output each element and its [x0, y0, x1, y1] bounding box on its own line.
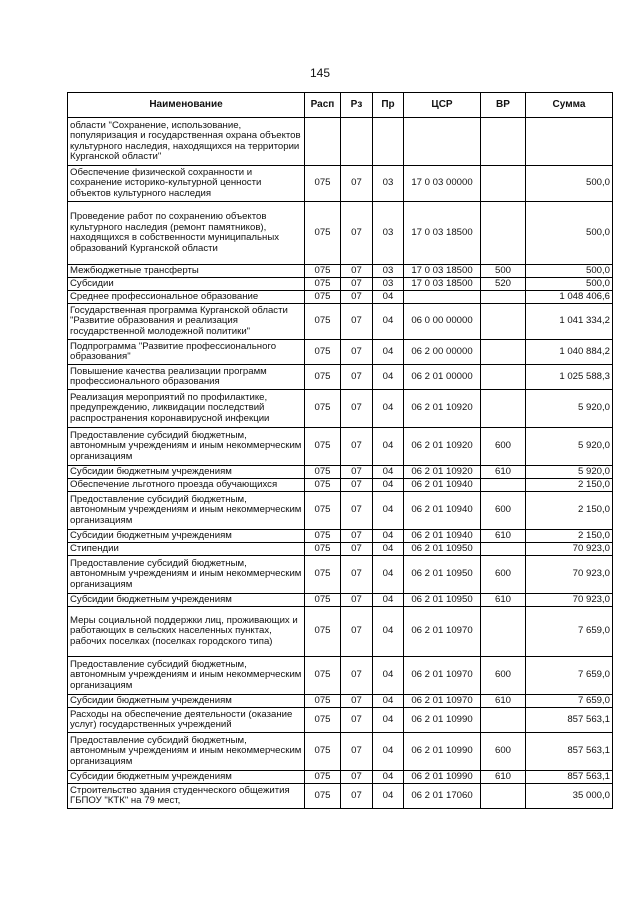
table-body: [68, 118, 613, 809]
col-header-rasp: Расп: [305, 93, 341, 118]
cell-pr: 04: [373, 708, 404, 733]
cell-sum: 1 040 884,2: [526, 340, 613, 365]
cell-csr: 06 2 01 10990: [404, 708, 481, 733]
cell-csr: 06 2 01 10970: [404, 695, 481, 708]
cell-rz: 07: [341, 771, 373, 784]
col-header-vr: ВР: [481, 93, 526, 118]
cell-pr: 04: [373, 340, 404, 365]
table-row: [68, 466, 613, 479]
cell-pr: 04: [373, 733, 404, 771]
cell-sum: 70 923,0: [526, 594, 613, 607]
cell-vr: 600: [481, 556, 526, 594]
cell-name: Предоставление субсидий бюджетным, автономным учреждениям и иным некоммерческим организациям: [68, 492, 305, 530]
col-header-pr: Пр: [373, 93, 404, 118]
cell-sum: 1 025 588,3: [526, 365, 613, 390]
cell-rasp: 075: [305, 479, 341, 492]
cell-rz: 07: [341, 365, 373, 390]
cell-rasp: 075: [305, 733, 341, 771]
cell-rz: 07: [341, 708, 373, 733]
cell-rasp: 075: [305, 708, 341, 733]
table-row: [68, 657, 613, 695]
cell-sum: 5 920,0: [526, 466, 613, 479]
cell-csr: [404, 291, 481, 304]
cell-name: Предоставление субсидий бюджетным, автономным учреждениям и иным некоммерческим организациям: [68, 428, 305, 466]
table-row: [68, 543, 613, 556]
cell-csr: 06 2 01 10940: [404, 492, 481, 530]
cell-rasp: 075: [305, 594, 341, 607]
table-row: [68, 166, 613, 202]
cell-sum: 1 041 334,2: [526, 304, 613, 340]
cell-name: Субсидии бюджетным учреждениям: [68, 771, 305, 784]
cell-name: Субсидии: [68, 278, 305, 291]
table-row: [68, 340, 613, 365]
cell-rz: 07: [341, 278, 373, 291]
cell-pr: 04: [373, 479, 404, 492]
cell-rz: 07: [341, 733, 373, 771]
cell-rz: 07: [341, 492, 373, 530]
cell-csr: 06 2 00 00000: [404, 340, 481, 365]
table-row: [68, 118, 613, 166]
cell-rz: 07: [341, 202, 373, 265]
table-row: [68, 708, 613, 733]
table-row: [68, 530, 613, 543]
cell-vr: [481, 166, 526, 202]
cell-name: Предоставление субсидий бюджетным, автономным учреждениям и иным некоммерческим организациям: [68, 556, 305, 594]
cell-pr: 04: [373, 771, 404, 784]
cell-pr: 04: [373, 695, 404, 708]
table-row: [68, 492, 613, 530]
col-header-csr: ЦСР: [404, 93, 481, 118]
cell-rz: 07: [341, 530, 373, 543]
cell-vr: 500: [481, 265, 526, 278]
cell-rz: 07: [341, 784, 373, 809]
cell-sum: 1 048 406,6: [526, 291, 613, 304]
cell-pr: 04: [373, 492, 404, 530]
cell-name: Государственная программа Курганской области "Развитие образования и реализация государственной молодежной политики": [68, 304, 305, 340]
cell-name: Реализация мероприятий по профилактике, предупреждению, ликвидации последствий распространения коронавирусной инфекции: [68, 390, 305, 428]
cell-csr: 06 2 01 10940: [404, 479, 481, 492]
cell-pr: 04: [373, 607, 404, 657]
cell-pr: 03: [373, 265, 404, 278]
cell-csr: 06 2 01 10920: [404, 466, 481, 479]
cell-rz: 07: [341, 695, 373, 708]
cell-rasp: 075: [305, 695, 341, 708]
cell-csr: 06 2 01 10940: [404, 530, 481, 543]
cell-rz: 07: [341, 479, 373, 492]
cell-sum: 7 659,0: [526, 657, 613, 695]
cell-rasp: 075: [305, 202, 341, 265]
cell-rasp: 075: [305, 543, 341, 556]
cell-rz: [341, 118, 373, 166]
cell-name: Расходы на обеспечение деятельности (оказание услуг) государственных учреждений: [68, 708, 305, 733]
cell-vr: [481, 784, 526, 809]
cell-pr: 04: [373, 543, 404, 556]
cell-csr: 06 2 01 10990: [404, 733, 481, 771]
cell-vr: [481, 118, 526, 166]
table-row: [68, 265, 613, 278]
table-row: [68, 304, 613, 340]
cell-vr: 610: [481, 530, 526, 543]
cell-rz: 07: [341, 556, 373, 594]
cell-rasp: 075: [305, 607, 341, 657]
cell-rz: 07: [341, 543, 373, 556]
cell-csr: 06 2 01 17060: [404, 784, 481, 809]
cell-rasp: 075: [305, 657, 341, 695]
cell-rz: 07: [341, 594, 373, 607]
cell-name: Субсидии бюджетным учреждениям: [68, 695, 305, 708]
table-header-row: [68, 93, 613, 118]
cell-sum: 500,0: [526, 202, 613, 265]
cell-sum: 35 000,0: [526, 784, 613, 809]
cell-rasp: 075: [305, 428, 341, 466]
cell-pr: [373, 118, 404, 166]
cell-csr: 06 2 01 10950: [404, 543, 481, 556]
table-row: [68, 390, 613, 428]
table-row: [68, 695, 613, 708]
cell-vr: [481, 304, 526, 340]
cell-pr: 04: [373, 556, 404, 594]
cell-sum: [526, 118, 613, 166]
col-header-name: Наименование: [68, 93, 305, 118]
cell-sum: 500,0: [526, 278, 613, 291]
cell-vr: 610: [481, 466, 526, 479]
cell-pr: 04: [373, 594, 404, 607]
cell-sum: 857 563,1: [526, 733, 613, 771]
cell-rz: 07: [341, 166, 373, 202]
table-row: [68, 784, 613, 809]
cell-sum: 5 920,0: [526, 428, 613, 466]
cell-rasp: 075: [305, 166, 341, 202]
cell-pr: 04: [373, 530, 404, 543]
cell-csr: 17 0 03 18500: [404, 278, 481, 291]
cell-csr: 06 2 01 10990: [404, 771, 481, 784]
cell-vr: 600: [481, 733, 526, 771]
col-header-sum: Сумма: [526, 93, 613, 118]
cell-csr: 06 2 01 10970: [404, 657, 481, 695]
cell-name: Меры социальной поддержки лиц, проживающих и работающих в сельских населенных пунктах, рабочих поселках (поселках городского типа): [68, 607, 305, 657]
cell-sum: 5 920,0: [526, 390, 613, 428]
cell-rz: 07: [341, 428, 373, 466]
cell-rz: 07: [341, 340, 373, 365]
cell-name: Повышение качества реализации программ профессионального образования: [68, 365, 305, 390]
cell-vr: [481, 390, 526, 428]
cell-csr: 06 2 01 10950: [404, 594, 481, 607]
table-row: [68, 479, 613, 492]
cell-sum: 70 923,0: [526, 543, 613, 556]
cell-vr: [481, 543, 526, 556]
cell-name: Межбюджетные трансферты: [68, 265, 305, 278]
table-row: [68, 594, 613, 607]
cell-rasp: 075: [305, 265, 341, 278]
cell-sum: 2 150,0: [526, 492, 613, 530]
table-row: [68, 428, 613, 466]
table-row: [68, 291, 613, 304]
cell-name: Субсидии бюджетным учреждениям: [68, 466, 305, 479]
budget-table: [67, 92, 613, 809]
cell-sum: 7 659,0: [526, 607, 613, 657]
cell-rz: 07: [341, 657, 373, 695]
cell-name: Предоставление субсидий бюджетным, автономным учреждениям и иным некоммерческим организациям: [68, 733, 305, 771]
cell-sum: 70 923,0: [526, 556, 613, 594]
cell-pr: 04: [373, 390, 404, 428]
cell-sum: 500,0: [526, 166, 613, 202]
cell-rasp: [305, 118, 341, 166]
cell-rasp: 075: [305, 365, 341, 390]
cell-pr: 04: [373, 784, 404, 809]
cell-pr: 04: [373, 466, 404, 479]
cell-vr: 600: [481, 657, 526, 695]
cell-name: Среднее профессиональное образование: [68, 291, 305, 304]
cell-pr: 04: [373, 304, 404, 340]
table-row: [68, 607, 613, 657]
cell-rasp: 075: [305, 771, 341, 784]
cell-name: Предоставление субсидий бюджетным, автономным учреждениям и иным некоммерческим организациям: [68, 657, 305, 695]
cell-rasp: 075: [305, 530, 341, 543]
cell-csr: 17 0 03 00000: [404, 166, 481, 202]
cell-vr: [481, 291, 526, 304]
cell-vr: 610: [481, 594, 526, 607]
cell-rasp: 075: [305, 390, 341, 428]
cell-sum: 500,0: [526, 265, 613, 278]
cell-csr: 06 2 01 00000: [404, 365, 481, 390]
cell-vr: 610: [481, 771, 526, 784]
cell-vr: 610: [481, 695, 526, 708]
table-row: [68, 733, 613, 771]
cell-vr: [481, 479, 526, 492]
cell-csr: 06 0 00 00000: [404, 304, 481, 340]
cell-vr: [481, 607, 526, 657]
cell-name: Подпрограмма "Развитие профессионального образования": [68, 340, 305, 365]
cell-pr: 04: [373, 291, 404, 304]
cell-pr: 03: [373, 166, 404, 202]
cell-rasp: 075: [305, 278, 341, 291]
col-header-rz: Рз: [341, 93, 373, 118]
cell-rz: 07: [341, 291, 373, 304]
cell-rasp: 075: [305, 291, 341, 304]
cell-sum: 2 150,0: [526, 479, 613, 492]
cell-vr: [481, 340, 526, 365]
cell-pr: 04: [373, 428, 404, 466]
cell-rz: 07: [341, 466, 373, 479]
cell-rasp: 075: [305, 304, 341, 340]
cell-name: Субсидии бюджетным учреждениям: [68, 594, 305, 607]
cell-name: Обеспечение физической сохранности и сохранение историко-культурной ценности объектов культурного наследия: [68, 166, 305, 202]
cell-name: Строительство здания студенческого общежития ГБПОУ "КТК" на 79 мест,: [68, 784, 305, 809]
cell-vr: [481, 708, 526, 733]
cell-rz: 07: [341, 304, 373, 340]
cell-pr: 04: [373, 657, 404, 695]
cell-name: Обеспечение льготного проезда обучающихся: [68, 479, 305, 492]
cell-rasp: 075: [305, 492, 341, 530]
cell-sum: 2 150,0: [526, 530, 613, 543]
page-number: 145: [309, 66, 331, 80]
cell-rz: 07: [341, 607, 373, 657]
table-row: [68, 556, 613, 594]
cell-csr: 06 2 01 10970: [404, 607, 481, 657]
cell-vr: 520: [481, 278, 526, 291]
cell-name: Проведение работ по сохранению объектов культурного наследия (ремонт памятников), находящихся в собственности муниципальных образований Курганской области: [68, 202, 305, 265]
cell-pr: 04: [373, 365, 404, 390]
cell-csr: 06 2 01 10920: [404, 428, 481, 466]
cell-csr: 17 0 03 18500: [404, 265, 481, 278]
cell-name: области "Сохранение, использование, популяризация и государственная охрана объектов культурного наследия, находящихся на территории Курганской области": [68, 118, 305, 166]
cell-rasp: 075: [305, 340, 341, 365]
table-row: [68, 771, 613, 784]
cell-vr: [481, 365, 526, 390]
cell-sum: 7 659,0: [526, 695, 613, 708]
table-row: [68, 365, 613, 390]
cell-pr: 03: [373, 202, 404, 265]
table-row: [68, 202, 613, 265]
cell-rz: 07: [341, 265, 373, 278]
cell-name: Субсидии бюджетным учреждениям: [68, 530, 305, 543]
cell-csr: 06 2 01 10920: [404, 390, 481, 428]
cell-csr: [404, 118, 481, 166]
cell-rasp: 075: [305, 466, 341, 479]
cell-rz: 07: [341, 390, 373, 428]
cell-rasp: 075: [305, 784, 341, 809]
table-row: [68, 278, 613, 291]
cell-sum: 857 563,1: [526, 708, 613, 733]
cell-vr: 600: [481, 492, 526, 530]
cell-csr: 17 0 03 18500: [404, 202, 481, 265]
cell-vr: [481, 202, 526, 265]
cell-rasp: 075: [305, 556, 341, 594]
cell-csr: 06 2 01 10950: [404, 556, 481, 594]
cell-pr: 03: [373, 278, 404, 291]
cell-sum: 857 563,1: [526, 771, 613, 784]
cell-vr: 600: [481, 428, 526, 466]
cell-name: Стипендии: [68, 543, 305, 556]
